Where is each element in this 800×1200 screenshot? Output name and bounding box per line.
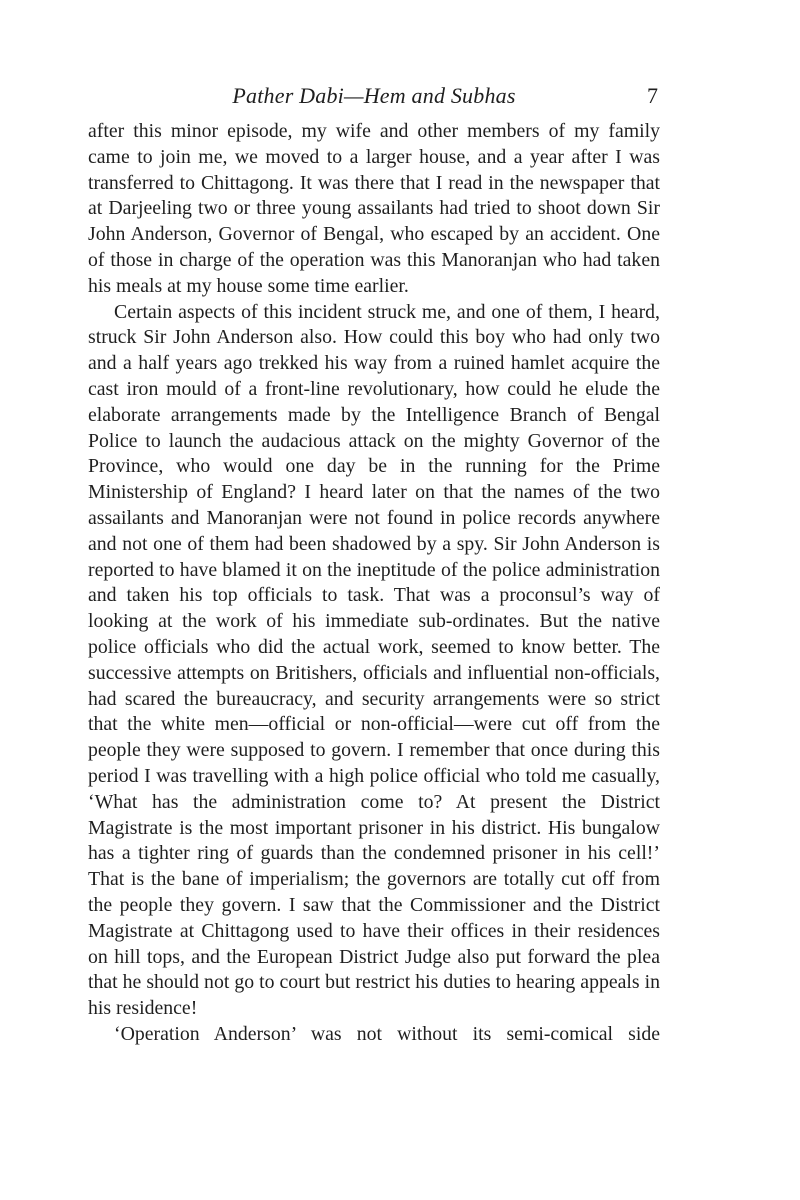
paragraph-2: Certain aspects of this incident struck me, and one of them, I heard, struck Sir John Anderson also. How could this boy who had only two and a half years ago trekked his way from a ruined hamlet acquire the cast iron mould of a front-line revolutionary, how could he elude the elaborate arrangements made by the Intelligence Branch of Bengal Police to launch the audacious attack on the mighty Governor of the Province, who would one day be in the running for the Prime Ministership of England? I heard later on that the names of the two assailants and Manoranjan were not found in police records anywhere and not one of them had been shadowed by a spy. Sir John Anderson is reported to have blamed it on the ineptitude of the police administration and taken his top officials to task. That was a proconsul’s way of looking at the work of his immediate sub-ordinates. But the native police officials who did the actual work, seemed to know better. The successive attempts on Britishers, officials and influential non-officials, had scared the bureaucracy, and security arrangements were so strict that the white men—official or non-official—were cut off from the people they were supposed to govern. I remember that once during this period I was travelling with a high police official who told me casually, ‘What has the administration come to? At present the District Magistrate is the most important prisoner in his district. His bungalow has a tighter ring of guards than the condemned prisoner in his cell!’ That is the bane of imperialism; the governors are totally cut off from the people they govern. I saw that the Commissioner and the District Magistrate at Chittagong used to have their offices in their residences on hill tops, and the European District Judge also put forward the plea that he should not go to court but restrict his duties to hearing appeals in his residence! bbox=[88, 300, 660, 1020]
running-title: Pather Dabi—Hem and Subhas bbox=[232, 83, 516, 108]
paragraph-3: ‘Operation Anderson’ was not without its semi-comical side bbox=[114, 1022, 660, 1045]
page-number: 7 bbox=[647, 83, 658, 108]
paragraph-1: after this minor episode, my wife and other members of my family came to join me, we moved to a larger house, and a year after I was transferred to Chittagong. It was there that I read in the newspaper that at Darjeeling two or three young assailants had tried to shoot down Sir John Anderson, Governor of Bengal, who escaped by an accident. One of those in charge of the operation was this Manoranjan who had taken his meals at my house some time earlier. bbox=[88, 120, 660, 297]
running-header bbox=[88, 80, 660, 112]
body-text bbox=[88, 119, 660, 1048]
